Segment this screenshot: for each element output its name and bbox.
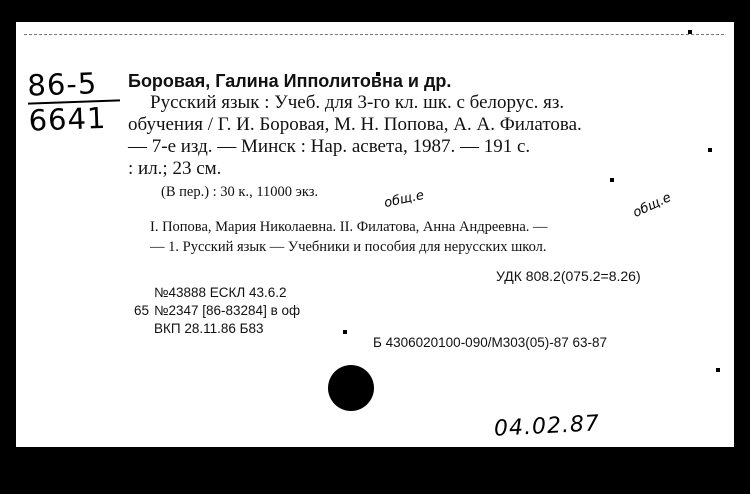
call-number-line1: 86-5 [27,66,120,104]
handwritten-annotation: общ.е [382,187,426,212]
accession-line: №43888 ЕСКЛ 43.6.2 [154,285,287,300]
handwritten-date: 04.02.87 [493,411,601,442]
accession-block [134,284,300,338]
tracing-line: I. Попова, Мария Николаевна. II. Филатова, Анна Андреевна. — [150,219,548,235]
bibliographic-entry [128,70,688,180]
punch-hole [328,365,374,411]
title-line: Русский язык : Учеб. для 3-го кл. шк. с белорус. яз. [150,92,565,113]
accession-line: №2347 [86-83284] в оф [154,303,301,318]
accession-prefix: 65 [134,303,150,318]
author-heading: Боровая, Галина Ипполитовна и др. [128,71,452,91]
corner-pin [343,330,347,334]
bottom-code: Б 4306020100-090/М303(05)-87 63-87 [373,335,608,350]
tracing [150,217,680,257]
title-line: обучения / Г. И. Боровая, М. Н. Попова, А. А. Филатова. [128,114,582,135]
binding-price: (В пер.) : 30 к., 11000 экз. [161,184,319,200]
corner-pin [688,30,692,34]
call-number-line2: 6641 [28,100,107,138]
handwritten-annotation: общ.е [630,190,674,221]
call-number [27,66,121,137]
udk-code: УДК 808.2(075.2=8.26) [496,268,641,284]
tracing-line: — 1. Русский язык — Учебники и пособия для нерусских школ. [150,239,547,255]
title-line: : ил.; 23 см. [128,158,222,179]
corner-pin [708,148,712,152]
accession-line: ВКП 28.11.86 Б83 [154,321,264,336]
title-line: — 7-е изд. — Минск : Нар. асвета, 1987. — 191 с. [128,136,531,157]
top-dotted-border [24,34,724,35]
corner-pin [716,368,720,372]
catalog-card [16,22,734,447]
